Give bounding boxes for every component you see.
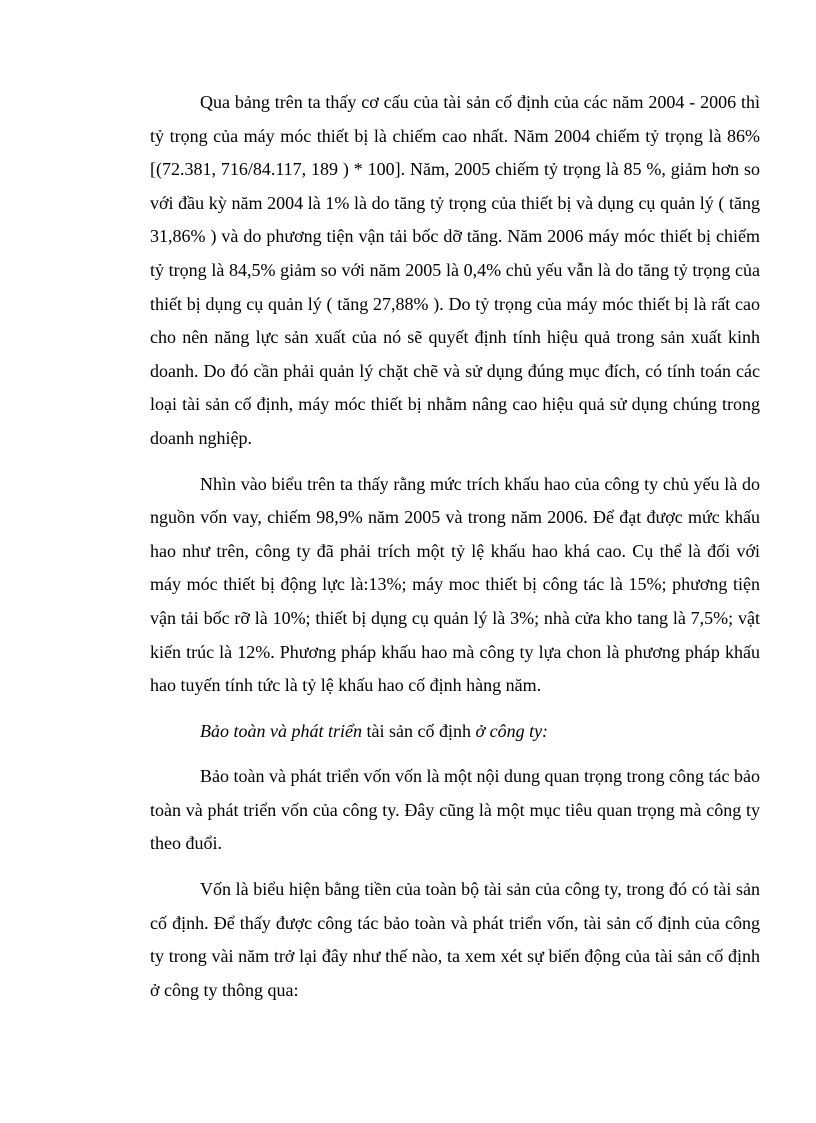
paragraph-capital-preservation: Bảo toàn và phát triển vốn vốn là một nội dung quan trọng trong công tác bảo toàn và phát triển vốn của công ty. Đây cũng là một mục tiêu quan trọng mà công ty theo đuổi. [150, 766, 760, 854]
paragraph-depreciation: Nhìn vào biểu trên ta thấy rằng mức trích khấu hao của công ty chủ yếu là do nguồn vốn vay, chiếm 98,9% năm 2005 và trong năm 2006. Để đạt được mức khấu hao như trên, công ty đã phải trích một tỷ lệ khấu hao khá cao. Cụ thể là đối với máy móc thiết bị động lực là:13%; máy moc thiết bị công tác là 15%; phương tiện vận tải bốc rỡ là 10%; thiết bị dụng cụ quản lý là 3%; nhà cửa kho tang là 7,5%; vật kiến trúc là 12%. Phương pháp khấu hao mà công ty lựa chon là phương pháp khấu hao tuyến tính tức là tỷ lệ khấu hao cố định hàng năm. [150, 473, 760, 696]
section-heading-italic-2: ở công ty: [475, 720, 549, 741]
section-heading [150, 715, 760, 749]
paragraph-asset-structure: Qua bảng trên ta thấy cơ cấu của tài sản cố định của các năm 2004 - 2006 thì tỷ trọng của máy móc thiết bị là chiếm cao nhất. Năm 2004 chiếm tỷ trọng là 86% [(72.381, 716/84.117, 189 ) * 100]. Năm, 2005 chiếm tỷ trọng là 85 %, giảm hơn so với đầu kỳ năm 2004 là 1% là do tăng tỷ trọng của thiết bị và dụng cụ quản lý ( tăng 31,86% ) và do phương tiện vận tải bốc dỡ tăng. Năm 2006 máy móc thiết bị chiếm tỷ trọng là 84,5% giảm so với năm 2005 là 0,4% chủ yếu vẫn là do tăng tỷ trọng của thiết bị dụng cụ quản lý ( tăng 27,88% ). Do tỷ trọng của máy móc thiết bị là rất cao cho nên năng lực sản xuất của nó sẽ quyết định tính hiệu quả trong sản xuất kinh doanh. Do đó cần phải quản lý chặt chẽ và sử dụng đúng mục đích, có tính toán các loại tài sản cố định, máy móc thiết bị nhằm nâng cao hiệu quả sử dụng chúng trong doanh nghiệp. [150, 92, 760, 448]
section-heading-plain: tài sản cố định [361, 720, 476, 741]
paragraph-capital-definition: Vốn là biểu hiện bằng tiền của toàn bộ tài sản của công ty, trong đó có tài sản cố định. Để thấy được công tác bảo toàn và phát triển vốn, tài sản cố định của công ty trong vài năm trở lại đây như thế nào, ta xem xét sự biến động của tài sản cố định ở công ty thông qua: [150, 879, 760, 1000]
document-page [150, 86, 760, 1007]
section-heading-italic-1: Bảo toàn và phát triển [200, 720, 362, 741]
